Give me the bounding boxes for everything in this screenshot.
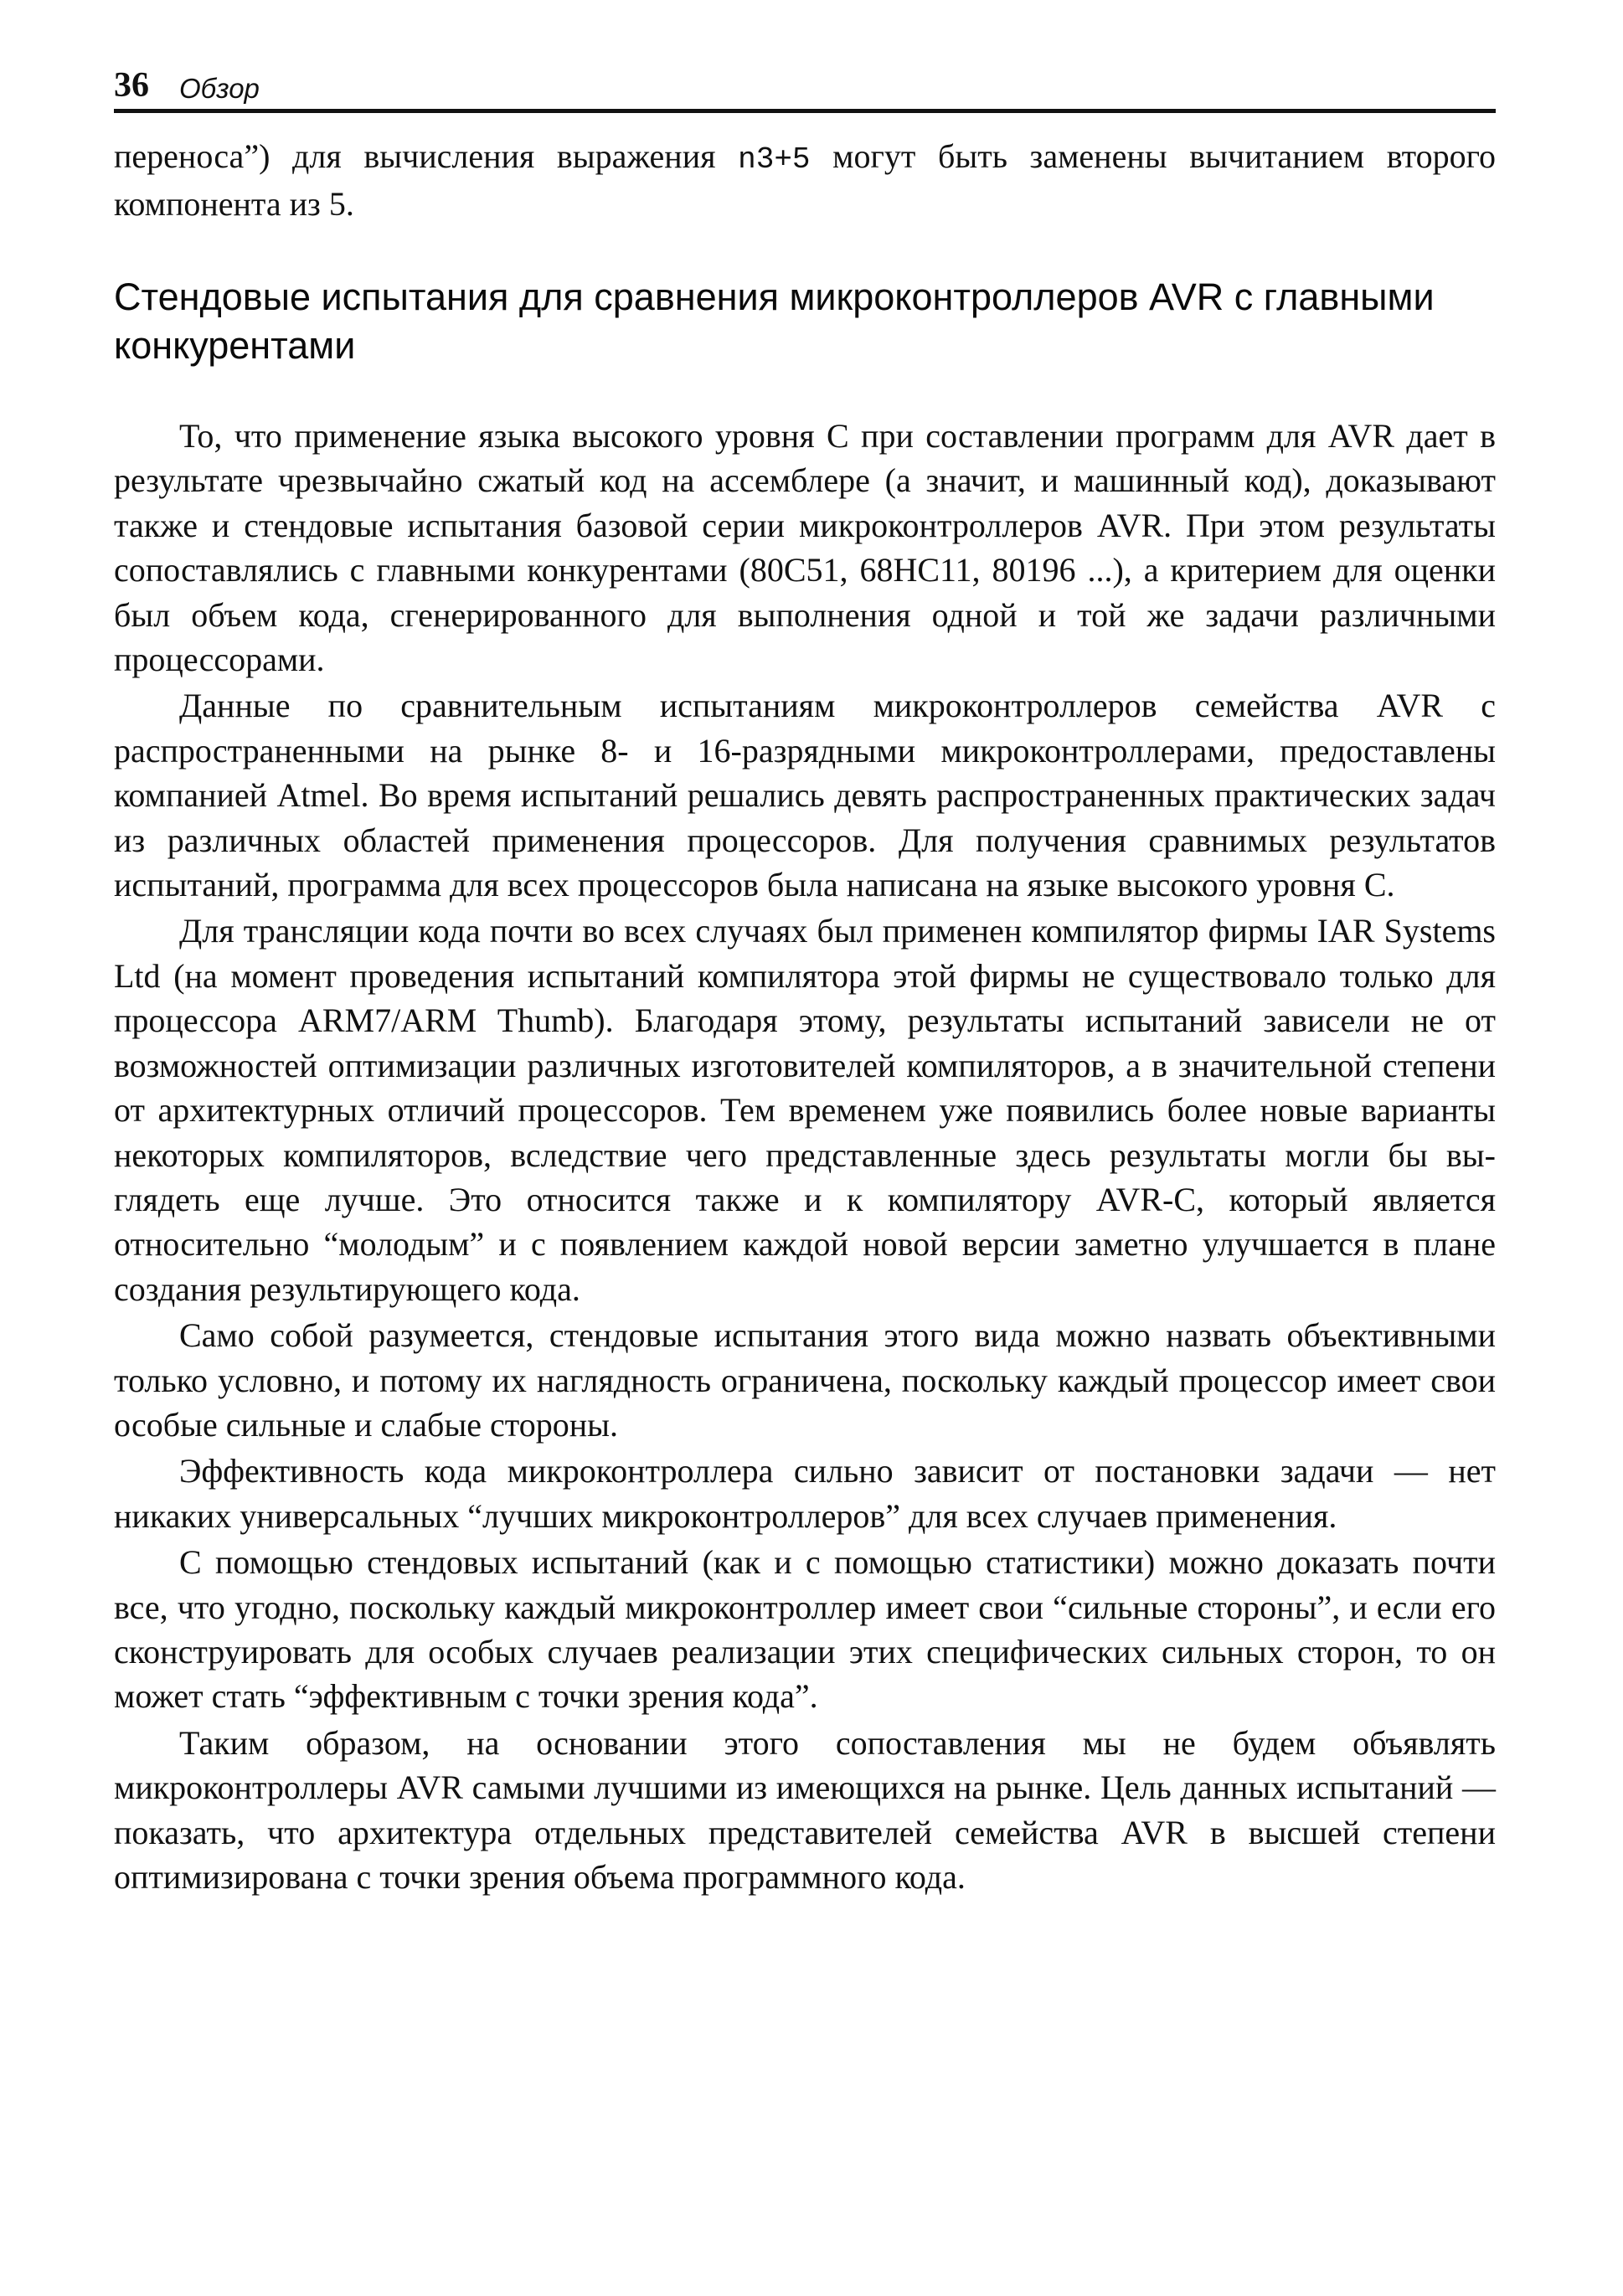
paragraph: То, что применение языка высокого уровня С при составлении программ для AVR дает в результате чрезвычайно сжатый код на ассемблере (а значит, и машинный код), доказывают также и стендовые испытания базовой серии микроконтроллеров AVR. При этом результаты сопоставлялись с главными конкурентами (80С51, 68HC11, 80196 ...), а критерием для оценки был объем кода, сгенерированного для выполнения одной и той же задачи различными процессорами.: [114, 417, 1496, 679]
section-heading: Стендовые испытания для сравнения микроконтроллеров AVR с главными конкурентами: [114, 275, 1435, 367]
code-expression: n3+5: [738, 142, 811, 177]
running-header: [114, 60, 1494, 112]
continuation-text-after: могут быть заменены вычитанием второго компонента из 5.: [114, 137, 1496, 224]
paragraph: С помощью стендовых испытаний (как и с помощью статистики) можно доказать почти все, что угодно, поскольку каждый микроконтроллер имеет свои “сильные стороны”, и если его сконструировать для особых случаев реализации этих специфических сильных сторон, то он может стать “эффективным с точки зрения кода”.: [114, 1543, 1496, 1716]
paragraph: Само собой разумеется, стендовые испытания этого вида можно назвать объективными только условно, и потому их наглядность ограничена, поскольку каждый процессор имеет свои особые сильные и слабые стороны.: [114, 1316, 1496, 1444]
paragraph: Эффективность кода микроконтроллера сильно зависит от постановки задачи — нет никаких универсальных “лучших микроконтроллеров” для всех случаев применения.: [114, 1452, 1496, 1535]
header-rule: [114, 109, 1496, 113]
continuation-text-before: переноса”) для вычисления выражения: [114, 137, 739, 175]
page-number: 36: [114, 66, 149, 105]
continuation-paragraph: [114, 134, 1496, 227]
paragraph: Таким образом, на основании этого сопоставления мы не будем объявлять микроконтроллеры AVR самыми лучшими из имеющихся на рынке. Цель данных испытаний — показать, что архитектура отдельных представителей семейства AVR в высшей степени оптимизирована с точки зрения объема программного кода.: [114, 1723, 1496, 1896]
paragraph: Для трансляции кода почти во всех случаях был применен компилятор фирмы IAR Systems Ltd (на момент проведения испытаний компилятора этой фирмы не существовало только для процессора ARM7/ARM Thumb). Благодаря этому, результаты испытаний зависели не от возможностей оптимизации различных изготовителей компиляторов, а в значительной степени от архитектурных отличий процессоров. Тем временем уже появились более новые варианты некоторых компиляторов, вследствие чего представленные здесь результаты могли бы выглядеть еще лучше. Это относится также и к компилятору AVR-C, который является относительно “молодым” и с появлением каждой новой версии заметно улучшается в плане создания результирующего кода.: [114, 912, 1496, 1308]
running-title: Обзор: [179, 73, 260, 104]
section-body: [114, 414, 1496, 1901]
paragraph: Данные по сравнительным испытаниям микроконтроллеров семейства AVR с распространенными на рынке 8- и 16-разрядными микроконтроллерами, предоставлены компанией Atmel. Во время испытаний решались девять распространенных практических задач из различных областей применения процессоров. Для получения сравнимых результатов испытаний, программа для всех процессоров была написана на языке высокого уровня С.: [114, 687, 1496, 904]
